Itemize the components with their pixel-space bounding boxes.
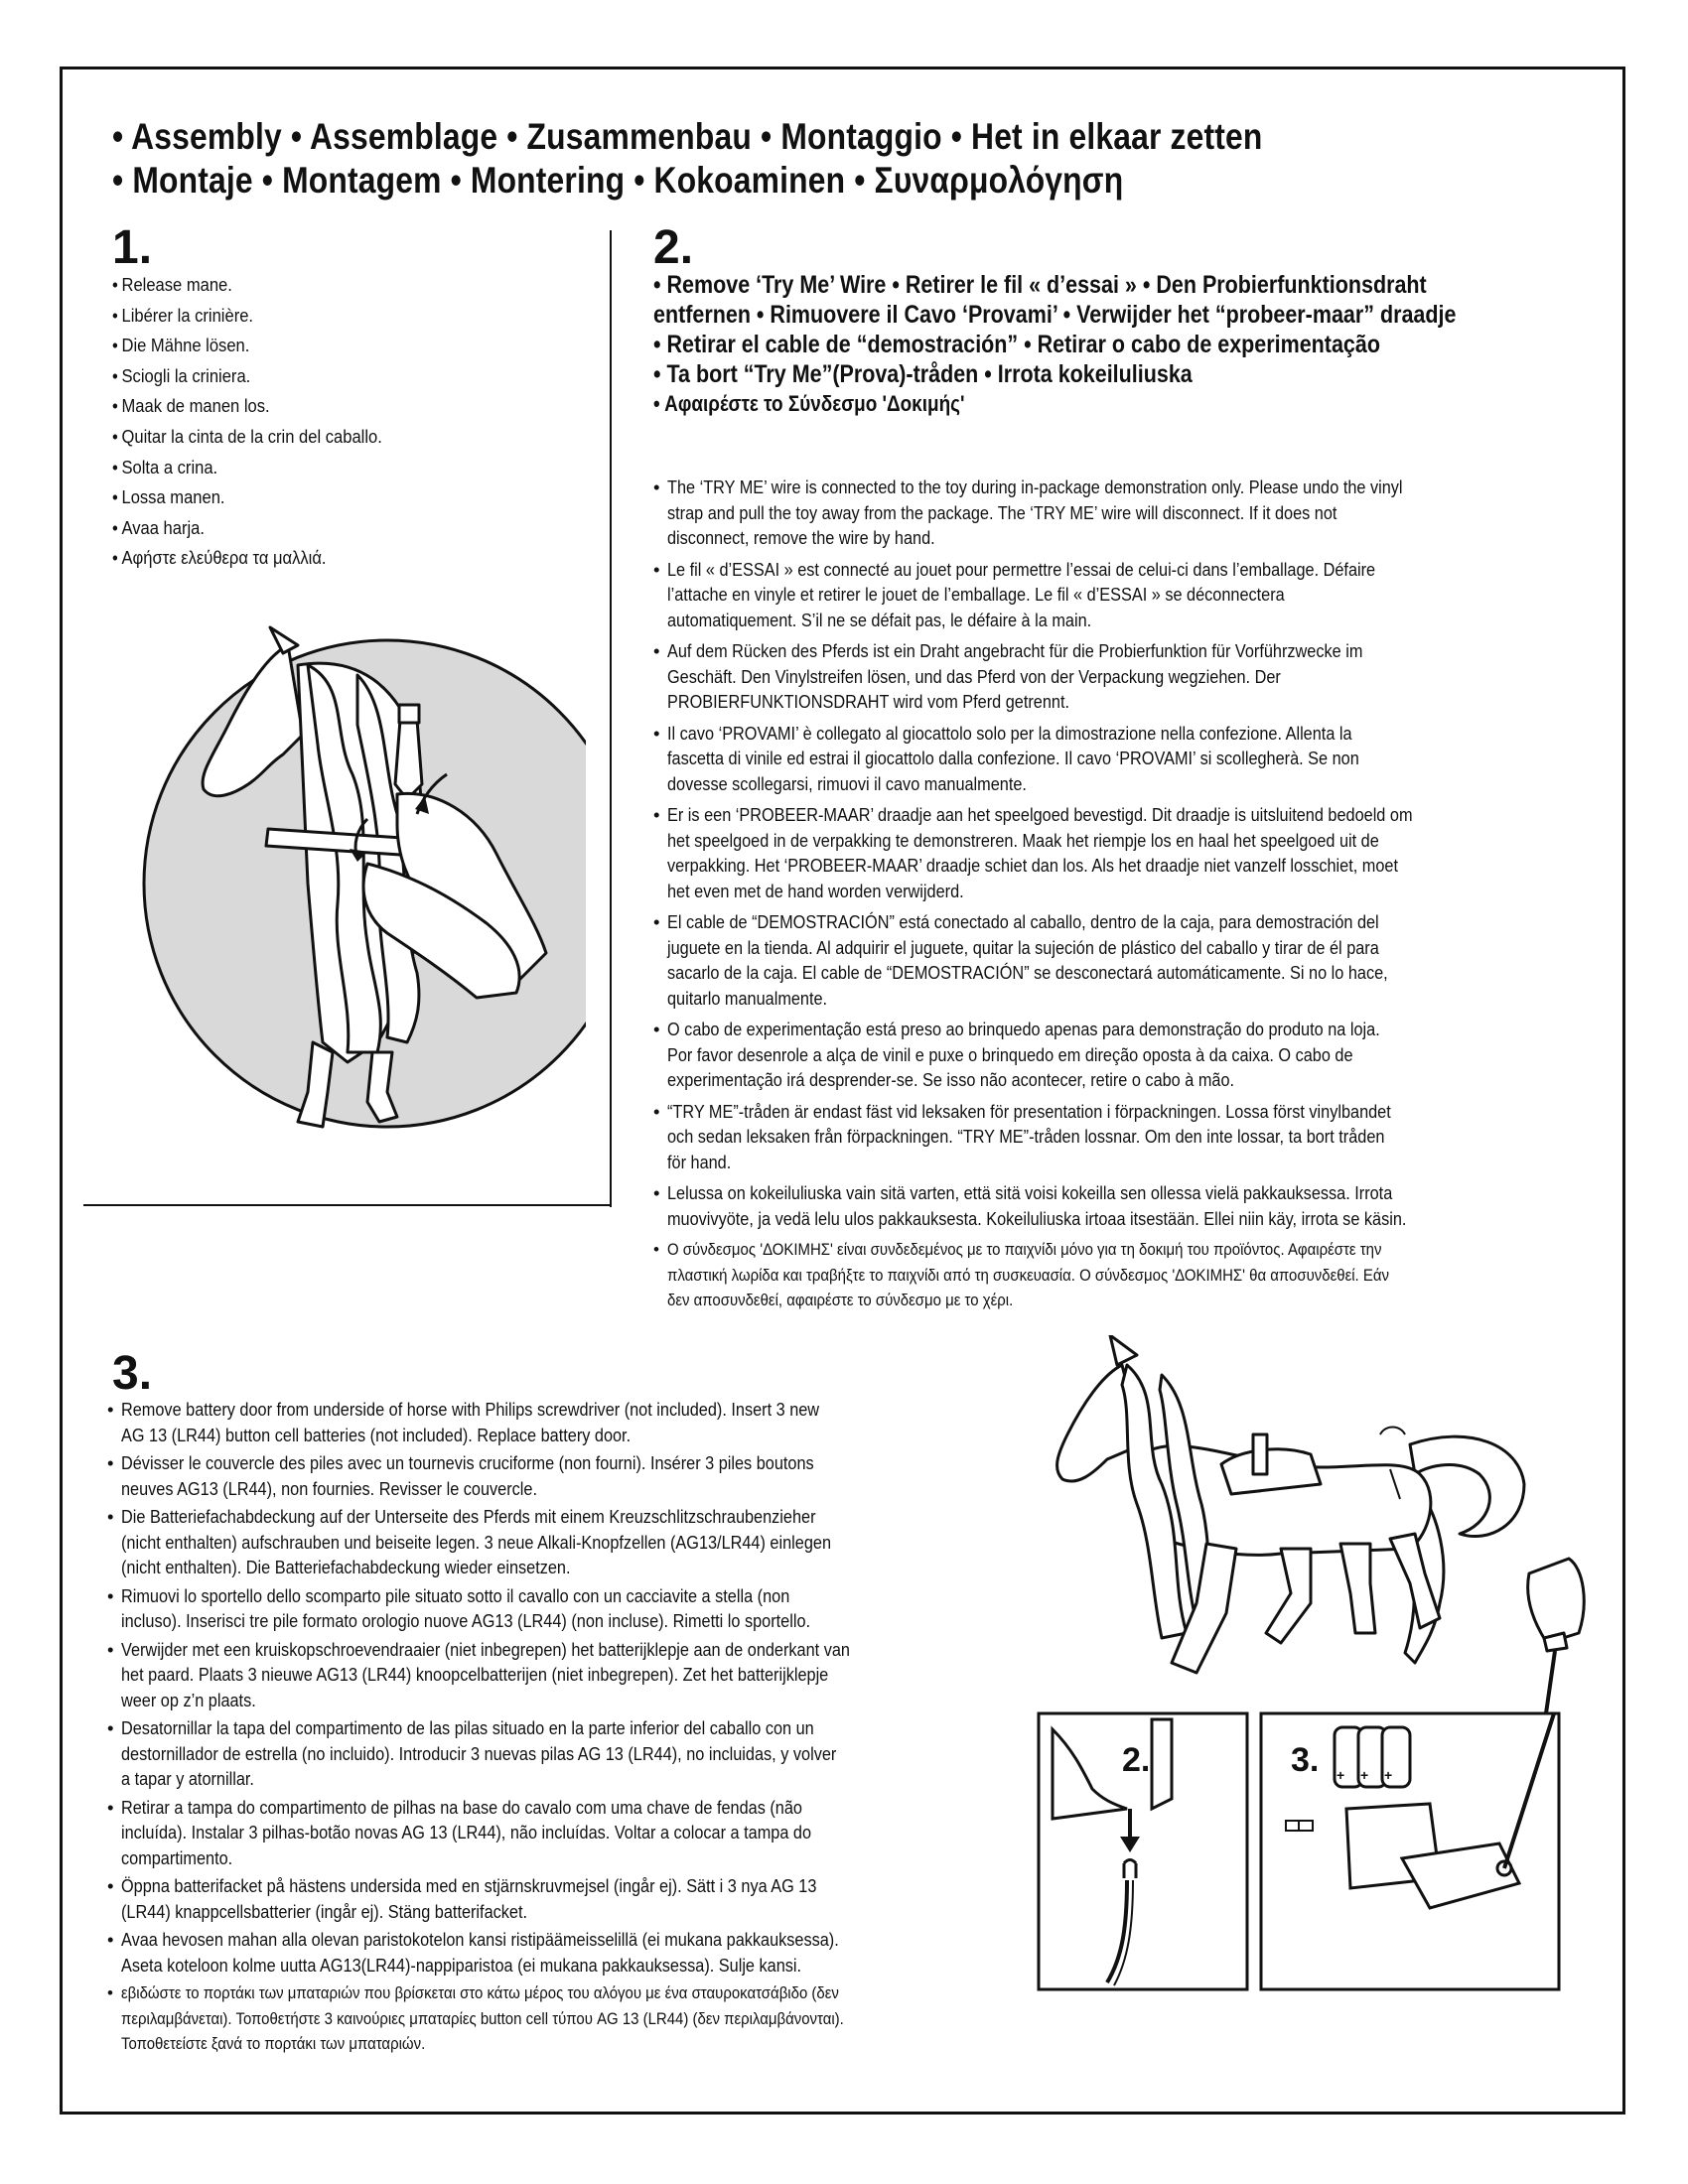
list-item: • Avaa harja. xyxy=(112,513,551,544)
text-line: περιλαμβάνεται). Τοποθετήστε 3 καινούριες μπαταρίες button cell τύπου AG 13 (LR44) (δεν περιλαμβάνονται). xyxy=(121,2008,844,2028)
text-line: Geschäft. Den Vinylstreifen lösen, und das Pferd von der Verpackung wegziehen. Der xyxy=(667,665,1281,687)
step-3-paragraph-en xyxy=(107,1397,1011,1447)
battery-plus-mark: + xyxy=(1384,1767,1393,1783)
release-mane-illustration xyxy=(119,625,586,1142)
text-line: Öppna batterifacket på hästens undersida med en stjärnskruvmejsel (ingår ej). Sätt i 3 nya AG 13 xyxy=(121,1875,817,1896)
step-2-number: 2. xyxy=(653,221,694,274)
text-line: O cabo de experimentação está preso ao brinquedo apenas para demonstração do produto na loja. xyxy=(667,1019,1380,1039)
text-line: Τοποθετείστε ξανά το πορτάκι των μπαταριών. xyxy=(121,2034,426,2053)
inset-label-right: 3. xyxy=(1291,1741,1320,1779)
text-line: destornillador de estrella (no incluido). Introducir 3 nuevas pilas AG 13 (LR44), no incluidas, y volver xyxy=(121,1742,837,1764)
text-line: AG 13 (LR44) button cell batteries (not included). Replace battery door. xyxy=(121,1424,632,1445)
text-line: El cable de “DEMOSTRACIÓN” está conectado al caballo, dentro de la caja, para demostración del xyxy=(667,911,1379,932)
step-2-title-line: • Retirar el cable de “demostración” • Retirar o cabo de experimentação xyxy=(653,331,1380,358)
text-line: fascetta di vinile ed estrai il giocattolo dalla confezione. Il cavo ‘PROVAMI’ si scollegherà. Se non xyxy=(667,748,1359,768)
list-item: • Lossa manen. xyxy=(112,482,551,513)
text-line: muovivyöte, ja vedä lelu ulos pakkauksesta. Kokeiluliuska irtoaa itsestään. Ellei niin käy, irrota se käsin. xyxy=(667,1207,1407,1229)
heading-line-1: • Assembly • Assemblage • Zusammenbau • Montaggio • Het in elkaar zetten xyxy=(112,116,1263,157)
text-line: (LR44) knappcellsbatterier (ingår ej). Stäng batterifacket. xyxy=(121,1900,528,1922)
list-item: • Release mane. xyxy=(112,270,551,301)
list-item: • Sciogli la criniera. xyxy=(112,361,551,392)
battery-plus-mark: + xyxy=(1336,1767,1345,1783)
list-item: • Quitar la cinta de la crin del caballo. xyxy=(112,422,551,453)
step-1-list xyxy=(112,270,589,574)
text-line: Auf dem Rücken des Pferds ist ein Draht angebracht für die Probierfunktion für Vorführzwecke im xyxy=(667,640,1363,661)
text-line: δεν αποσυνδεθεί, αφαιρέστε το σύνδεσμο με το χέρι. xyxy=(667,1291,1014,1309)
text-line: incluso). Inserisci tre pile formato orologio nuove AG13 (LR44) (non incluse). Rimetti lo sportello. xyxy=(121,1610,811,1631)
text-line: Por favor desenrole a alça de vinil e puxe o brinquedo em direção oposta à da caixa. O cabo de xyxy=(667,1043,1353,1065)
text-line: automatiquement. S’il ne se défait pas, le défaire à la main. xyxy=(667,609,1092,630)
text-line: Avaa hevosen mahan alla olevan paristokotelon kansi ristipäämeisselillä (ei mukana pakkauksessa). xyxy=(121,1929,839,1950)
text-line: Lelussa on kokeiluliuska vain sitä varten, että sitä voisi kokeilla sen ollessa vielä pakkauksessa. Irrota xyxy=(667,1182,1393,1203)
step-3-body xyxy=(107,1397,1011,2060)
text-line: verpakking. Het ‘PROBEER-MAAR’ draadje schiet dan los. Als het draadje niet vanzelf losschiet, moet xyxy=(667,855,1398,876)
step-2-paragraph-nl xyxy=(653,802,1567,903)
step-3-paragraph-sv xyxy=(107,1873,1011,1924)
text-line: Retirar a tampa do compartimento de pilhas na base do cavalo com uma chave de fendas (não xyxy=(121,1796,802,1818)
text-line: Aseta koteloon kolme uutta AG13(LR44)-nappiparistoa (ei mukana pakkauksessa). Sulje kansi. xyxy=(121,1954,802,1976)
text-line: Dévisser le couvercle des piles avec un tournevis cruciforme (non fourni). Insérer 3 piles boutons xyxy=(121,1452,814,1473)
text-line: Ο σύνδεσμος 'ΔΟΚΙΜΗΣ' είναι συνδεδεμένος με το παιχνίδι μόνο για τη δοκιμή του προϊόντος. Αφαιρέστε την xyxy=(667,1240,1382,1259)
text-line: het paard. Plaats 3 nieuwe AG13 (LR44) knoopcelbatterijen (niet inbegrepen). Zet het batterijklepje xyxy=(121,1664,829,1685)
text-line: (nicht enthalten). Die Batteriefachabdeckung wieder einsetzen. xyxy=(121,1557,571,1577)
step-2-title-line: entfernen • Rimuovere il Cavo ‘Provami’ • Verwijder het “probeer-maar” draadje xyxy=(653,301,1457,329)
step-3-paragraph-es xyxy=(107,1715,1011,1792)
text-line: “TRY ME”-tråden är endast fäst vid leksaken för presentation i förpackningen. Lossa först vinylbandet xyxy=(667,1100,1391,1122)
list-item: • Die Mähne lösen. xyxy=(112,331,551,361)
text-line: sacarlo de la caja. El cable de “DEMOSTRACIÓN” se desconectará automáticamente. Si no lo hace, xyxy=(667,962,1388,983)
step-2-paragraph-it xyxy=(653,721,1567,797)
column-divider-vertical xyxy=(610,230,612,1207)
text-line: Rimuovi lo sportello dello scomparto pile situato sotto il cavallo con un cacciavite a stella (non xyxy=(121,1584,790,1606)
step-2-body xyxy=(653,475,1567,1319)
list-item: • Maak de manen los. xyxy=(112,391,551,422)
text-line: quitarlo manualmente. xyxy=(667,987,828,1009)
step-3-paragraph-de xyxy=(107,1504,1011,1580)
step-3-paragraph-el xyxy=(107,1980,1011,2057)
text-line: het speelgoed in de verpakking te demonstreren. Maak het riempje los en haal het speelgoed uit de xyxy=(667,829,1379,851)
text-line: a tapar y atornillar. xyxy=(121,1768,254,1789)
step-2-paragraph-en xyxy=(653,475,1567,551)
step-3-paragraph-fi xyxy=(107,1927,1011,1978)
text-line: (nicht enthalten) aufschrauben und beiseite legen. 3 neue Alkali-Knopfzellen (AG13/LR44) einlegen xyxy=(121,1531,831,1553)
text-line: Il cavo ‘PROVAMI’ è collegato al giocattolo solo per la dimostrazione nella confezione. Allenta la xyxy=(667,722,1352,744)
text-line: neuves AG13 (LR44), non fournies. Revisser le couvercle. xyxy=(121,1477,537,1499)
list-item: • Αφήστε ελεύθερα τα μαλλιά. xyxy=(112,543,551,574)
battery-plus-mark: + xyxy=(1360,1767,1369,1783)
step-2-title-line: • Αφαιρέστε το Σύνδεσμο 'Δοκιμής' xyxy=(653,391,965,416)
text-line: incluída). Instalar 3 pilhas-botão novas AG 13 (LR44), não incluídas. Voltar a colocar a tampa do xyxy=(121,1822,812,1843)
step-2-paragraph-el xyxy=(653,1237,1567,1313)
text-line: Die Batteriefachabdeckung auf der Unterseite des Pferds mit einem Kreuzschlitzschraubenzieher xyxy=(121,1506,816,1527)
list-item: • Solta a crina. xyxy=(112,453,551,483)
inset-label-left: 2. xyxy=(1122,1741,1151,1779)
text-line: l’attache en vinyle et retirer le jouet de l’emballage. Le fil « d’ESSAI » se déconnectera xyxy=(667,584,1285,605)
column-divider-horizontal xyxy=(83,1204,612,1206)
step-3-number: 3. xyxy=(112,1347,153,1400)
horse-battery-illustration xyxy=(1023,1335,1618,1752)
step-2-paragraph-fr xyxy=(653,557,1567,633)
text-line: The ‘TRY ME’ wire is connected to the toy during in-package demonstration only. Please undo the vinyl xyxy=(667,477,1403,497)
step-2-paragraph-es xyxy=(653,909,1567,1011)
step-2-titles xyxy=(653,270,1636,419)
step-2-paragraph-de xyxy=(653,638,1567,715)
step-3-paragraph-nl xyxy=(107,1637,1011,1713)
step-3-paragraph-it xyxy=(107,1583,1011,1634)
step-2-title-line: • Ta bort “Try Me”(Prova)-tråden • Irrota kokeiluliuska xyxy=(653,360,1193,388)
step-2-title-line: • Remove ‘Try Me’ Wire • Retirer le fil « d’essai » • Den Probierfunktionsdraht xyxy=(653,271,1427,299)
step-2-paragraph-sv xyxy=(653,1099,1567,1175)
text-line: compartimento. xyxy=(121,1846,233,1868)
text-line: Remove battery door from underside of horse with Philips screwdriver (not included). Insert 3 new xyxy=(121,1399,820,1420)
text-line: Er is een ‘PROBEER-MAAR’ draadje aan het speelgoed bevestigd. Dit draadje is uitsluitend bedoeld om xyxy=(667,804,1413,825)
step-3-paragraph-pt xyxy=(107,1795,1011,1871)
text-line: Verwijder met een kruiskopschroevendraaier (niet inbegrepen) het batterijklepje aan de onderkant van xyxy=(121,1638,850,1660)
text-line: Desatornillar la tapa del compartimento de las pilas situado en la parte inferior del caballo con un xyxy=(121,1717,814,1738)
text-line: för hand. xyxy=(667,1151,732,1172)
step-1-number: 1. xyxy=(112,221,153,274)
text-line: och sedan leksaken från förpackningen. “TRY ME”-tråden lossnar. Om den inte lossar, ta bort tråden xyxy=(667,1126,1385,1147)
text-line: disconnect, remove the wire by hand. xyxy=(667,527,935,548)
step-2-paragraph-pt xyxy=(653,1017,1567,1093)
text-line: dovesse scollegarsi, rimuovi il cavo manualmente. xyxy=(667,772,1027,794)
text-line: εβιδώστε το πορτάκι των μπαταριών που βρίσκεται στο κάτω μέρος του αλόγου με ένα σταυροκατσάβιδο (δεν xyxy=(121,1983,839,2002)
step-3-paragraph-fr xyxy=(107,1450,1011,1501)
text-line: πλαστική λωρίδα και τραβήξτε το παιχνίδι από τη συσκευασία. Ο σύνδεσμος 'ΔΟΚΙΜΗΣ' θα αποσυνδεθεί. Εάν xyxy=(667,1265,1389,1285)
text-line: het even met de hand worden verwijderd. xyxy=(667,880,964,901)
list-item: • Libérer la crinière. xyxy=(112,301,551,332)
heading-line-2: • Montaje • Montagem • Montering • Kokoaminen • Συναρμολόγηση xyxy=(112,160,1124,201)
text-line: Le fil « d’ESSAI » est connecté au jouet pour permettre l’essai de celui-ci dans l’emballage. Défaire xyxy=(667,558,1376,580)
text-line: experimentação irá desprender-se. Se isso não acontecer, retire o cabo à mão. xyxy=(667,1069,1235,1090)
text-line: PROBIERFUNKTIONSDRAHT wird vom Pferd getrennt. xyxy=(667,691,1069,712)
step-2-paragraph-fi xyxy=(653,1180,1567,1231)
text-line: juguete en la tienda. Al adquirir el juguete, quitar la sujeción de plástico del caballo y tirar de él para xyxy=(667,936,1379,958)
text-line: strap and pull the toy away from the package. The ‘TRY ME’ wire will disconnect. If it does not xyxy=(667,501,1337,523)
text-line: weer op z’n plaats. xyxy=(121,1689,256,1710)
